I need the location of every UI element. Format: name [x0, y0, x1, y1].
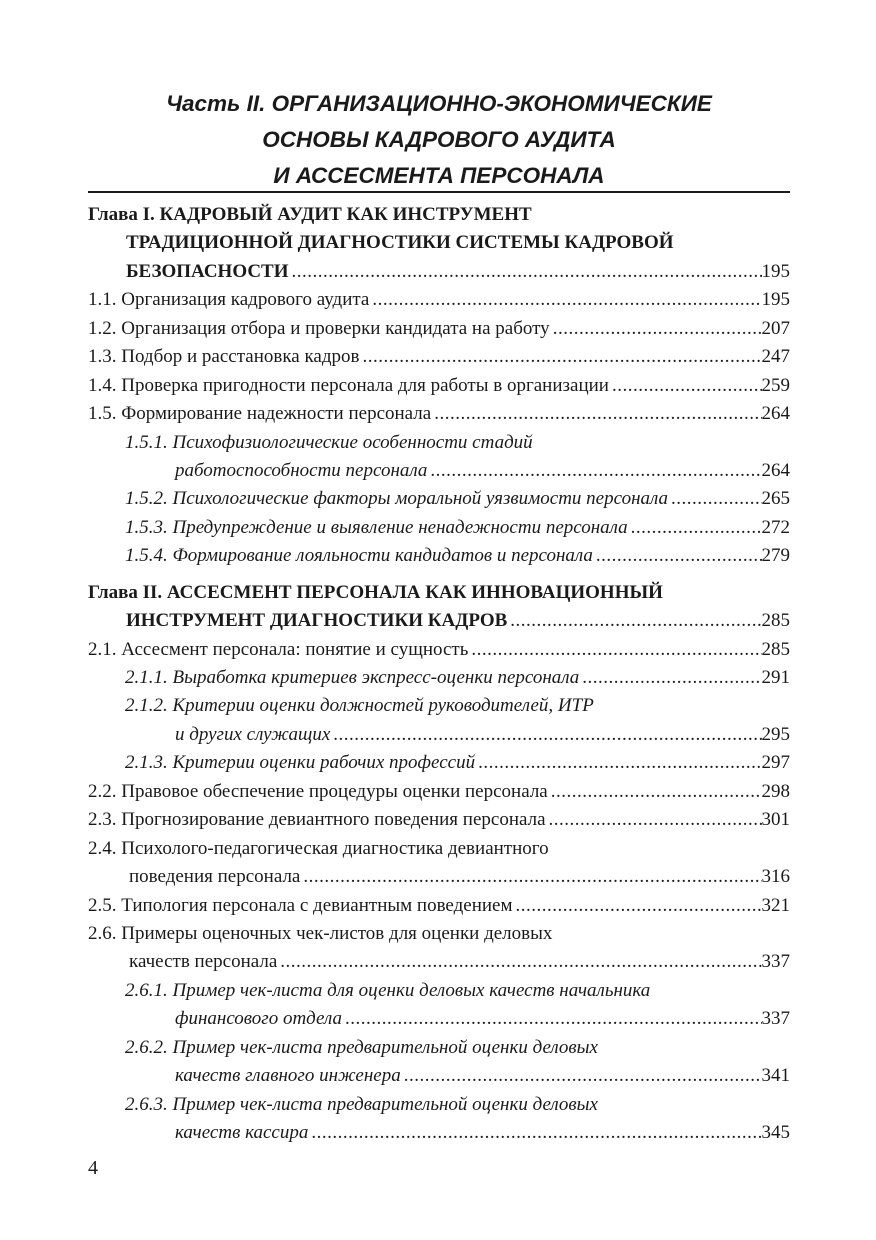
dot-leader — [475, 749, 761, 777]
toc-entry-2-3[interactable] — [88, 806, 790, 834]
entry-title: 2.1.2. Критерии оценки должностей руководителей, ИТР — [125, 695, 594, 717]
chapter-gap — [88, 571, 790, 579]
page-ref: 285 — [761, 610, 790, 632]
chapter-title-line: Глава II. АССЕСМЕНТ ПЕРСОНАЛА КАК ИННОВАЦИОННЫЙ — [88, 581, 663, 603]
page-ref: 337 — [761, 1008, 790, 1030]
page-ref: 272 — [761, 516, 790, 538]
page-ref: 265 — [761, 488, 790, 510]
page-ref: 295 — [761, 723, 790, 745]
chapter-title-line: ИНСТРУМЕНТ ДИАГНОСТИКИ КАДРОВ — [126, 610, 508, 632]
toc-entry-chapter-1[interactable] — [88, 201, 790, 286]
dot-leader — [401, 1062, 762, 1090]
part-title — [88, 86, 790, 194]
toc-entry-1-5-1[interactable] — [88, 429, 790, 486]
page-ref: 321 — [761, 894, 790, 916]
toc-entry-2-1-1[interactable] — [88, 664, 790, 692]
toc-entry-2-6-3[interactable] — [88, 1091, 790, 1148]
page-ref: 316 — [761, 866, 790, 888]
chapter-title-line: БЕЗОПАСНОСТИ — [126, 260, 289, 282]
page-number: 4 — [88, 1157, 98, 1179]
entry-title: 1.5.1. Психофизиологические особенности стадий — [125, 431, 533, 453]
entry-title-continued: качеств персонала — [129, 951, 278, 973]
page-ref: 195 — [761, 260, 790, 282]
dot-leader — [628, 514, 762, 542]
dot-leader — [342, 1005, 761, 1033]
toc-entry-1-5[interactable] — [88, 400, 790, 428]
dot-leader — [369, 286, 761, 314]
part-title-line-3: И АССЕСМЕНТА ПЕРСОНАЛА — [273, 163, 605, 188]
entry-title: 1.2. Организация отбора и проверки кандидата на работу — [88, 317, 550, 339]
entry-title-continued: работоспособности персонала — [175, 459, 428, 481]
toc-entry-1-5-2[interactable] — [88, 485, 790, 513]
entry-title-continued: и других служащих — [175, 723, 331, 745]
dot-leader — [300, 863, 761, 891]
entry-title: 1.5.4. Формирование лояльности кандидатов и персонала — [125, 545, 593, 567]
page-ref: 297 — [761, 752, 790, 774]
dot-leader — [277, 948, 761, 976]
toc-entry-2-2[interactable] — [88, 778, 790, 806]
entry-title: 2.2. Правовое обеспечение процедуры оценки персонала — [88, 780, 548, 802]
entry-title: 1.3. Подбор и расстановка кадров — [88, 346, 360, 368]
entry-title: 1.5.2. Психологические факторы моральной уязвимости персонала — [125, 488, 669, 510]
toc-entry-chapter-2[interactable] — [88, 579, 790, 636]
chapter-title-line: Глава I. КАДРОВЫЙ АУДИТ КАК ИНСТРУМЕНТ — [88, 204, 532, 225]
page-ref: 279 — [761, 545, 790, 567]
page-ref: 207 — [761, 317, 790, 339]
entry-title: 1.5.3. Предупреждение и выявление ненадежности персонала — [125, 516, 628, 538]
entry-title: 2.6.3. Пример чек-листа предварительной оценки деловых — [125, 1093, 598, 1115]
page-ref: 341 — [761, 1065, 790, 1087]
part-title-line-1: Часть II. ОРГАНИЗАЦИОННО-ЭКОНОМИЧЕСКИЕ — [166, 91, 712, 116]
entry-title: 2.1. Ассесмент персонала: понятие и сущность — [88, 638, 469, 660]
toc-entry-2-6-2[interactable] — [88, 1034, 790, 1091]
page-ref: 195 — [761, 289, 790, 311]
dot-leader — [330, 721, 761, 749]
toc-entry-1-1[interactable] — [88, 286, 790, 314]
entry-title: 2.5. Типология персонала с девиантным поведением — [88, 894, 513, 916]
dot-leader — [359, 343, 761, 371]
toc-entry-2-5[interactable] — [88, 892, 790, 920]
toc-entry-1-2[interactable] — [88, 315, 790, 343]
entry-title-continued: поведения персонала — [129, 866, 301, 888]
entry-title: 2.3. Прогнозирование девиантного поведения персонала — [88, 809, 546, 831]
entry-title-continued: качеств главного инженера — [175, 1065, 401, 1087]
page-ref: 298 — [761, 780, 790, 802]
dot-leader — [548, 778, 762, 806]
page-ref: 247 — [761, 346, 790, 368]
page-ref: 285 — [761, 638, 790, 660]
page-ref: 264 — [761, 403, 790, 425]
page-ref: 301 — [761, 809, 790, 831]
part-title-line-2: ОСНОВЫ КАДРОВОГО АУДИТА — [262, 127, 616, 152]
dot-leader — [550, 315, 762, 343]
toc-entry-1-5-4[interactable] — [88, 542, 790, 570]
toc-entry-2-1[interactable] — [88, 636, 790, 664]
entry-title: 1.1. Организация кадрового аудита — [88, 289, 370, 311]
dot-leader — [289, 258, 762, 286]
entry-title: 2.6.1. Пример чек-листа для оценки деловых качеств начальника — [125, 979, 651, 1001]
toc-entry-2-1-2[interactable] — [88, 692, 790, 749]
toc-entry-1-5-3[interactable] — [88, 514, 790, 542]
dot-leader — [427, 457, 761, 485]
page-ref: 291 — [761, 667, 790, 688]
dot-leader — [468, 636, 761, 664]
entry-title-continued: финансового отдела — [175, 1008, 343, 1030]
page-ref: 264 — [761, 459, 790, 481]
dot-leader — [308, 1119, 761, 1147]
dot-leader — [668, 485, 761, 513]
toc-entry-2-6[interactable] — [88, 920, 790, 977]
entry-title: 1.4. Проверка пригодности персонала для работы в организации — [88, 374, 609, 396]
dot-leader — [513, 892, 762, 920]
dot-leader — [507, 607, 761, 635]
entry-title: 2.6.2. Пример чек-листа предварительной оценки деловых — [125, 1036, 598, 1058]
entry-title: 2.4. Психолого-педагогическая диагностика девиантного — [88, 837, 549, 859]
dot-leader — [546, 806, 762, 834]
entry-title-continued: качеств кассира — [175, 1122, 309, 1143]
entry-title: 2.6. Примеры оценочных чек-листов для оценки деловых — [88, 922, 553, 944]
toc-entry-2-4[interactable] — [88, 835, 790, 892]
dot-leader — [609, 372, 762, 400]
entry-title: 2.1.3. Критерии оценки рабочих профессий — [125, 752, 476, 774]
table-of-contents — [88, 201, 790, 1147]
entry-title: 2.1.1. Выработка критериев экспресс-оценки персонала — [125, 667, 580, 688]
dot-leader — [431, 400, 761, 428]
dot-leader — [579, 664, 761, 692]
chapter-title-line: ТРАДИЦИОННОЙ ДИАГНОСТИКИ СИСТЕМЫ КАДРОВОЙ — [126, 232, 674, 254]
dot-leader — [593, 542, 762, 570]
page-ref: 259 — [761, 374, 790, 396]
entry-title: 1.5. Формирование надежности персонала — [88, 403, 432, 425]
toc-entry-1-3[interactable] — [88, 343, 790, 371]
toc-entry-2-1-3[interactable] — [88, 749, 790, 777]
toc-entry-2-6-1[interactable] — [88, 977, 790, 1034]
toc-entry-1-4[interactable] — [88, 372, 790, 400]
page-ref: 345 — [761, 1122, 790, 1143]
page-ref: 337 — [761, 951, 790, 973]
title-divider — [88, 191, 790, 193]
